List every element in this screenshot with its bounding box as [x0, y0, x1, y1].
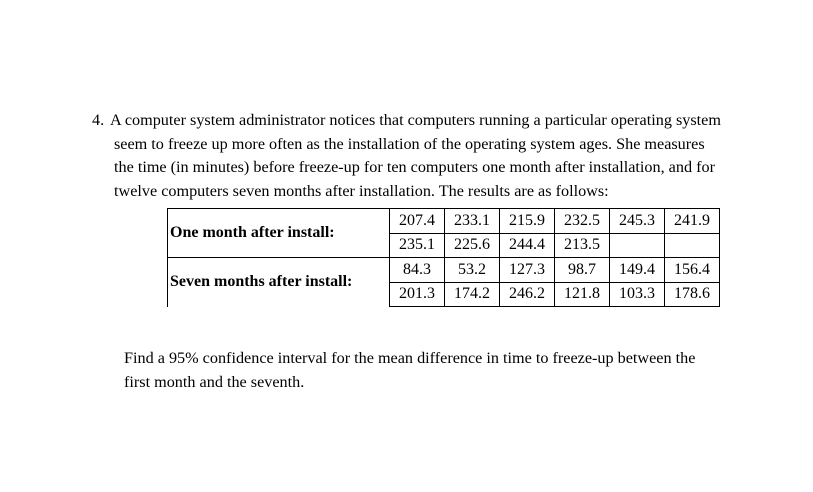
row-label-seven-months: Seven months after install:: [168, 258, 390, 307]
freeze-time-table: [167, 208, 720, 307]
table-cell: 103.3: [610, 282, 665, 307]
problem-line: twelve computers seven months after installation. The results are as follows:: [114, 181, 609, 200]
question-text: [124, 346, 784, 394]
problem-statement: [92, 109, 797, 203]
table-cell: 213.5: [555, 233, 610, 258]
table-cell: 246.2: [500, 282, 555, 307]
table-cell: [610, 233, 665, 258]
question-line: first month and the seventh.: [124, 373, 305, 391]
table-row: [168, 258, 720, 283]
table-cell: 178.6: [665, 282, 720, 307]
table-cell: 233.1: [445, 209, 500, 234]
table-cell: 149.4: [610, 258, 665, 283]
table-cell: 241.9: [665, 209, 720, 234]
problem-line: the time (in minutes) before freeze-up for ten computers one month after installation, and for: [114, 158, 715, 176]
table-cell: 225.6: [445, 233, 500, 258]
table-cell: 127.3: [500, 258, 555, 283]
problem-line: seem to freeze up more often as the installation of the operating system ages. She measures: [114, 134, 705, 153]
table-cell: 84.3: [390, 258, 445, 283]
table-cell: 215.9: [500, 209, 555, 234]
table-cell: 207.4: [390, 209, 445, 234]
table-cell: [665, 233, 720, 258]
table-cell: 201.3: [390, 282, 445, 307]
problem-text: [110, 109, 797, 203]
table-cell: 53.2: [445, 258, 500, 283]
table-cell: 121.8: [555, 282, 610, 307]
table-cell: 98.7: [555, 258, 610, 283]
question-line: Find a 95% confidence interval for the mean difference in time to freeze-up between the: [124, 349, 696, 367]
table-cell: 156.4: [665, 258, 720, 283]
table-cell: 235.1: [390, 233, 445, 258]
table-cell: 245.3: [610, 209, 665, 234]
problem-number: 4.: [92, 111, 105, 129]
table-cell: 174.2: [445, 282, 500, 307]
table-row: [168, 209, 720, 234]
table-cell: 244.4: [500, 233, 555, 258]
problem-line: A computer system administrator notices that computers running a particular operating system: [110, 111, 721, 129]
row-label-one-month: One month after install:: [168, 209, 390, 258]
table-cell: 232.5: [555, 209, 610, 234]
